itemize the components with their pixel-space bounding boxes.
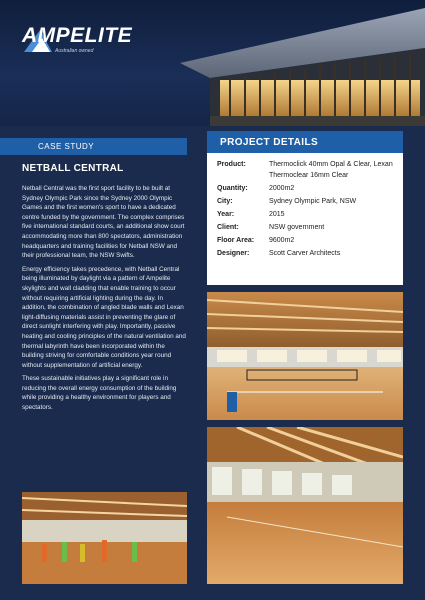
detail-key: Floor Area: [217, 237, 255, 244]
detail-row-year [217, 209, 395, 220]
empty-court-photo [207, 427, 403, 584]
detail-key: Year: [217, 211, 235, 218]
brand-name: AMPELITE [22, 24, 133, 47]
detail-row-designer [217, 248, 395, 259]
detail-row-client [217, 222, 395, 233]
detail-key: Client: [217, 224, 239, 231]
detail-row-quantity [217, 183, 395, 194]
netball-hall-photo [207, 292, 403, 420]
detail-value: Thermoclick 40mm Opal & Clear, Lexan Thermoclear 16mm Clear [269, 161, 393, 179]
detail-row-product [217, 159, 395, 181]
article-column [22, 163, 187, 417]
article-title: NETBALL CENTRAL [22, 163, 124, 174]
detail-key: Product: [217, 161, 246, 168]
detail-value: NSW government [269, 224, 325, 231]
detail-row-city [217, 196, 395, 207]
project-details-heading: PROJECT DETAILS [207, 131, 403, 153]
detail-key: Quantity: [217, 185, 248, 192]
article-paragraph: Energy efficiency takes precedence, with Netball Central being illuminated by daylight via a pattern of Ampelite skylights and wall cladding that enable training to occur without requiring artificial lighting during the day. In addition, the combination of angled blade walls and Lexan light-diffusing materials assist in preventing the glare of direct sunlight interfering with play. Importantly, passive heating and cooling principles of the natural ventilation and thermal labyrinth have been incorporated within the building striving for comfortable conditions year round without supplementation of artificial energy. [22, 265, 186, 369]
article-paragraph: Netball Central was the first sport facility to be built at Sydney Olympic Park since the Sydney 2000 Olympic Games and the first women's sport to have a dedicated centre funded by the government. The complex comprises five international standard courts, an additional show court accommodating more than 800 spectators, administration headquarters and training facilities for Netball NSW and their professional team, the NSW Swifts. [22, 185, 185, 260]
hero-banner [0, 0, 425, 126]
case-study-tab: CASE STUDY [0, 138, 187, 155]
detail-value: Scott Carver Architects [269, 250, 341, 257]
detail-key: Designer: [217, 250, 250, 257]
project-details-card [207, 131, 403, 285]
building-exterior-photo [150, 8, 425, 126]
detail-row-floor-area [217, 235, 395, 246]
article-paragraph: These sustainable initiatives play a significant role in reducing the overall energy consumption of the building while providing a healthy environment for players and spectators. [22, 375, 177, 412]
detail-key: City: [217, 198, 233, 205]
detail-value: Sydney Olympic Park, NSW [269, 198, 357, 205]
detail-value: 9600m2 [269, 237, 295, 244]
netball-game-photo [22, 492, 187, 584]
brand-tagline: Australian owned [55, 48, 94, 54]
detail-value: 2000m2 [269, 185, 295, 192]
detail-value: 2015 [269, 211, 285, 218]
